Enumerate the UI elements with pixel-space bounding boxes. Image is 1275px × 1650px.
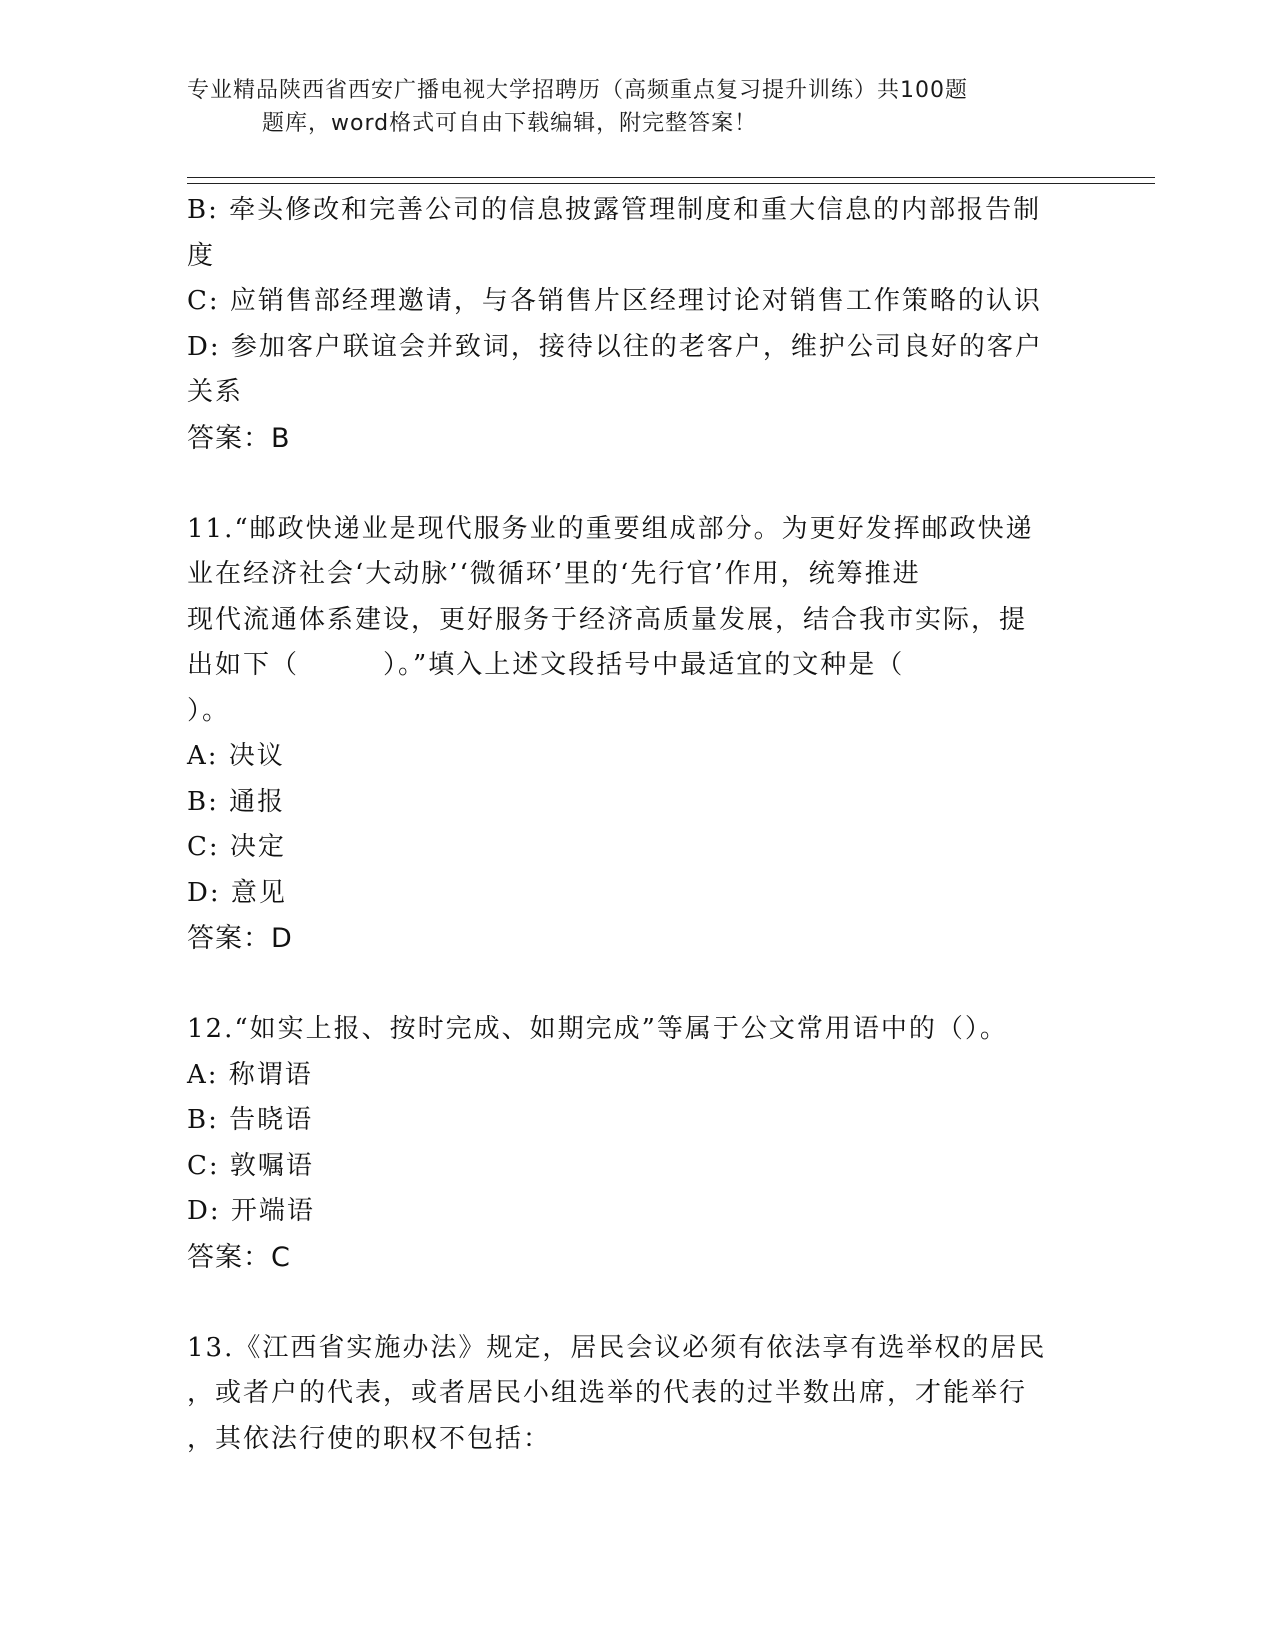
- q10-option-b: B: 牵头修改和完善公司的信息披露管理制度和重大信息的内部报告制: [187, 195, 1042, 225]
- q11-option-c: C: 决定: [187, 832, 286, 862]
- spacer: [187, 962, 1087, 1008]
- q12-option-a: A: 称谓语: [187, 1059, 313, 1090]
- q11-stem-line: 出如下（ ）。”填入上述文段括号中最适宜的文种是（: [187, 650, 905, 680]
- q11-stem-line: 业在经济社会‘大动脉’‘微循环’里的‘先行官’作用，统筹推进: [187, 559, 921, 589]
- header-divider-top: [187, 177, 1155, 178]
- q11-option-a: A: 决议: [187, 741, 285, 771]
- q10-option-d-continued: 关系: [187, 377, 244, 407]
- q10-option-c: C: 应销售部经理邀请，与各销售片区经理讨论对销售工作策略的认识: [187, 286, 1042, 316]
- question-13-block: [187, 1326, 1087, 1463]
- document-header: [187, 74, 1087, 140]
- q11-stem-line: 现代流通体系建设，更好服务于经济高质量发展，结合我市实际，提: [187, 604, 1028, 635]
- q10-option-b-continued: 度: [187, 240, 216, 271]
- q13-stem-line: 13.《江西省实施办法》规定，居民会议必须有依法享有选举权的居民: [187, 1332, 1047, 1363]
- question-content: [187, 188, 1087, 1462]
- q10-option-d: D: 参加客户联谊会并致词，接待以往的老客户，维护公司良好的客户: [187, 331, 1043, 362]
- question-10-block: [187, 188, 1087, 461]
- question-12-block: [187, 1007, 1087, 1280]
- q13-stem-line: ，或者户的代表，或者居民小组选举的代表的过半数出席，才能举行: [187, 1378, 1028, 1408]
- header-divider-bottom: [187, 183, 1155, 184]
- q11-stem-line: ）。: [187, 695, 231, 726]
- q11-option-d: D: 意见: [187, 877, 287, 908]
- q12-option-b: B: 告晓语: [187, 1105, 314, 1135]
- q12-stem-line: 12.“如实上报、按时完成、如期完成”等属于公文常用语中的（）。: [187, 1014, 1008, 1044]
- q12-option-d: D: 开端语: [187, 1196, 315, 1226]
- spacer: [187, 461, 1087, 507]
- spacer: [187, 1280, 1087, 1326]
- q12-option-c: C: 敦嘱语: [187, 1150, 314, 1181]
- q11-stem-line: 11.“邮政快递业是现代服务业的重要组成部分。为更好发挥邮政快递: [187, 513, 1034, 544]
- q12-answer: 答案：C: [187, 1241, 291, 1273]
- header-title-line-2: 题库，word格式可自由下载编辑，附完整答案！: [262, 111, 758, 136]
- q11-option-b: B: 通报: [187, 786, 286, 817]
- question-11-block: [187, 507, 1087, 962]
- q10-answer: 答案：B: [187, 422, 291, 454]
- q13-stem-line: ，其依法行使的职权不包括：: [187, 1423, 552, 1454]
- header-title-line-1: 专业精品陕西省西安广播电视大学招聘历（高频重点复习提升训练）共100题: [187, 78, 968, 103]
- q11-answer: 答案：D: [187, 923, 293, 954]
